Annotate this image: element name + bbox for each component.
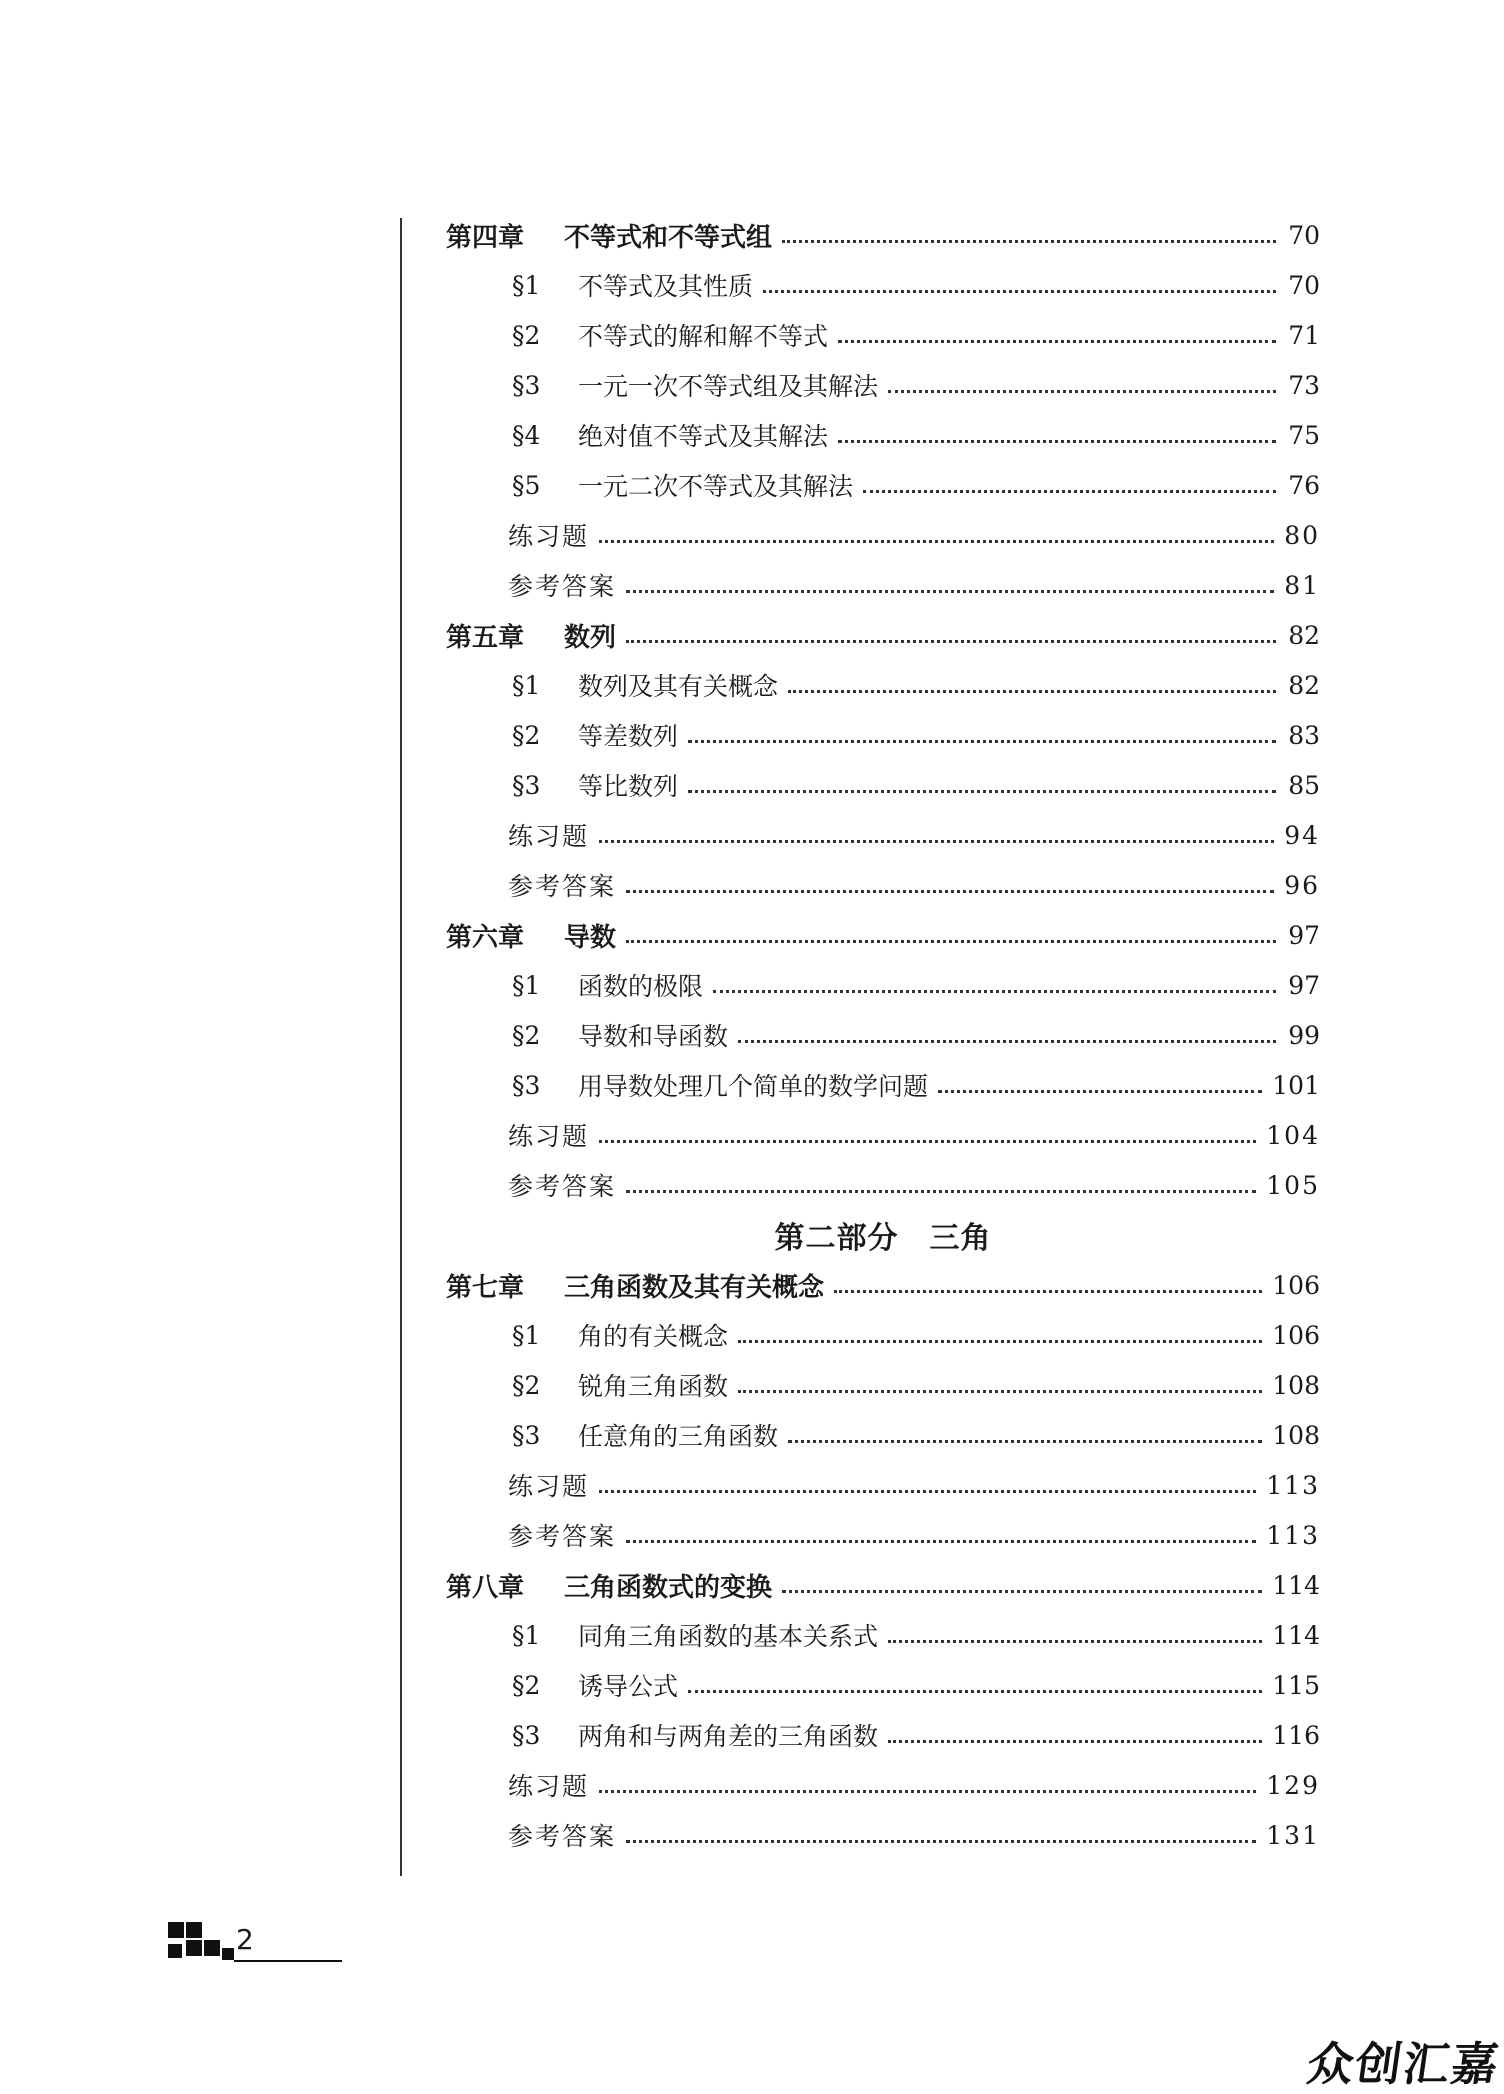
dot-leader [863, 490, 1276, 493]
toc-exercise-row[interactable] [446, 1160, 1320, 1210]
section-number: §1 [512, 970, 541, 1000]
toc-section-row[interactable] [446, 260, 1320, 310]
entry-title: 导数 [564, 922, 617, 953]
entry-title: 等比数列 [578, 772, 679, 801]
toc-chapter-row[interactable] [446, 610, 1320, 660]
entry-title: 一元二次不等式及其解法 [578, 472, 854, 501]
chapter-number: 第八章 [446, 1572, 525, 1603]
entry-page-number: 108 [1272, 1420, 1320, 1450]
entry-page-number: 85 [1288, 770, 1320, 800]
dot-leader [782, 240, 1276, 243]
part-heading: 第二部分 三角 [774, 1221, 992, 1256]
toc-section-row[interactable] [446, 460, 1320, 510]
toc-chapter-row[interactable] [446, 910, 1320, 960]
entry-page-number: 97 [1288, 920, 1320, 950]
toc-section-row[interactable] [446, 710, 1320, 760]
entry-page-number: 76 [1288, 470, 1320, 500]
dot-leader [888, 1740, 1262, 1743]
entry-title: 任意角的三角函数 [578, 1422, 779, 1451]
entry-page-number: 113 [1266, 1520, 1320, 1550]
margin-rule [400, 218, 402, 1876]
section-number: §3 [512, 1070, 541, 1100]
entry-title: 角的有关概念 [578, 1322, 729, 1351]
entry-title: 参考答案 [508, 872, 617, 901]
dot-leader [838, 340, 1276, 343]
chapter-number: 第七章 [446, 1272, 525, 1303]
section-number: §1 [512, 1320, 541, 1350]
toc-exercise-row[interactable] [446, 1460, 1320, 1510]
entry-page-number: 113 [1266, 1470, 1320, 1500]
entry-page-number: 114 [1272, 1620, 1320, 1650]
entry-page-number: 81 [1284, 570, 1320, 600]
footer-square-icon [168, 1922, 184, 1938]
section-number: §3 [512, 370, 541, 400]
toc-section-row[interactable] [446, 1310, 1320, 1360]
toc-section-row[interactable] [446, 660, 1320, 710]
dot-leader [626, 1190, 1256, 1193]
toc-exercise-row[interactable] [446, 1110, 1320, 1160]
section-number: §2 [512, 1370, 541, 1400]
toc-chapter-row[interactable] [446, 210, 1320, 260]
toc-exercise-row[interactable] [446, 510, 1320, 560]
toc-exercise-row[interactable] [446, 1810, 1320, 1860]
entry-title: 参考答案 [508, 1822, 617, 1851]
entry-page-number: 73 [1288, 370, 1320, 400]
dot-leader [788, 690, 1276, 693]
toc-section-row[interactable] [446, 960, 1320, 1010]
entry-title: 数列 [564, 622, 617, 653]
dot-leader [626, 1540, 1256, 1543]
dot-leader [626, 890, 1274, 893]
entry-page-number: 115 [1272, 1670, 1320, 1700]
entry-title: 参考答案 [508, 1172, 617, 1201]
entry-title: 一元一次不等式组及其解法 [578, 372, 879, 401]
entry-page-number: 106 [1272, 1270, 1320, 1300]
entry-page-number: 97 [1288, 970, 1320, 1000]
page-footer [168, 1922, 276, 1962]
entry-page-number: 106 [1272, 1320, 1320, 1350]
footer-square-icon [204, 1940, 220, 1956]
toc-section-row[interactable] [446, 360, 1320, 410]
section-number: §2 [512, 1020, 541, 1050]
dot-leader [688, 1690, 1262, 1693]
dot-leader [599, 1140, 1256, 1143]
entry-title: 导数和导函数 [578, 1022, 729, 1051]
entry-title: 数列及其有关概念 [578, 672, 779, 701]
dot-leader [888, 390, 1276, 393]
entry-title: 不等式及其性质 [578, 272, 754, 301]
entry-page-number: 94 [1284, 820, 1320, 850]
chapter-number: 第六章 [446, 922, 525, 953]
dot-leader [782, 1590, 1262, 1593]
footer-square-icon [222, 1948, 234, 1960]
section-number: §5 [512, 470, 541, 500]
toc-section-row[interactable] [446, 1710, 1320, 1760]
entry-title: 等差数列 [578, 722, 679, 751]
entry-page-number: 70 [1288, 220, 1320, 250]
entry-page-number: 82 [1288, 670, 1320, 700]
entry-page-number: 70 [1288, 270, 1320, 300]
dot-leader [738, 1390, 1262, 1393]
section-number: §2 [512, 320, 541, 350]
toc-section-row[interactable] [446, 1610, 1320, 1660]
toc-exercise-row[interactable] [446, 810, 1320, 860]
entry-page-number: 83 [1288, 720, 1320, 750]
entry-page-number: 71 [1288, 320, 1320, 350]
section-number: §1 [512, 270, 541, 300]
section-number: §3 [512, 1720, 541, 1750]
entry-page-number: 75 [1288, 420, 1320, 450]
entry-title: 练习题 [508, 522, 590, 551]
entry-title: 练习题 [508, 1472, 590, 1501]
entry-title: 三角函数及其有关概念 [564, 1272, 825, 1303]
section-number: §2 [512, 1670, 541, 1700]
entry-title: 锐角三角函数 [578, 1372, 729, 1401]
toc-chapter-row[interactable] [446, 1560, 1320, 1610]
entry-page-number: 108 [1272, 1370, 1320, 1400]
entry-title: 诱导公式 [578, 1672, 679, 1701]
dot-leader [888, 1640, 1262, 1643]
toc-section-row[interactable] [446, 1660, 1320, 1710]
chapter-number: 第五章 [446, 622, 525, 653]
dot-leader [738, 1340, 1262, 1343]
section-number: §1 [512, 1620, 541, 1650]
footer-rule [234, 1960, 342, 1962]
entry-title: 不等式和不等式组 [564, 222, 773, 253]
footer-square-icon [186, 1922, 202, 1938]
entry-title: 参考答案 [508, 1522, 617, 1551]
entry-page-number: 101 [1272, 1070, 1320, 1100]
toc-section-row[interactable] [446, 1360, 1320, 1410]
toc-section-row[interactable] [446, 1010, 1320, 1060]
toc-exercise-row[interactable] [446, 1510, 1320, 1560]
dot-leader [713, 990, 1276, 993]
dot-leader [599, 540, 1274, 543]
toc-chapter-row[interactable] [446, 1260, 1320, 1310]
watermark: 众创汇嘉 [1303, 2037, 1504, 2091]
toc-exercise-row[interactable] [446, 560, 1320, 610]
dot-leader [626, 1840, 1256, 1843]
section-number: §3 [512, 1420, 541, 1450]
dot-leader [788, 1440, 1262, 1443]
footer-square-icon [186, 1940, 202, 1956]
entry-title: 用导数处理几个简单的数学问题 [578, 1072, 929, 1101]
entry-page-number: 99 [1288, 1020, 1320, 1050]
entry-title: 练习题 [508, 822, 590, 851]
entry-title: 两角和与两角差的三角函数 [578, 1722, 879, 1751]
dot-leader [688, 740, 1276, 743]
toc-exercise-row[interactable] [446, 1760, 1320, 1810]
dot-leader [834, 1290, 1262, 1293]
dot-leader [738, 1040, 1276, 1043]
entry-page-number: 82 [1288, 620, 1320, 650]
toc-section-row[interactable] [446, 410, 1320, 460]
toc-exercise-row[interactable] [446, 860, 1320, 910]
dot-leader [626, 940, 1276, 943]
toc-section-row[interactable] [446, 760, 1320, 810]
dot-leader [763, 290, 1276, 293]
dot-leader [838, 440, 1276, 443]
entry-page-number: 129 [1266, 1770, 1320, 1800]
section-number: §3 [512, 770, 541, 800]
entry-page-number: 96 [1284, 870, 1320, 900]
dot-leader [599, 1790, 1256, 1793]
page-number: 2 [236, 1923, 254, 1956]
entry-page-number: 104 [1266, 1120, 1320, 1150]
dot-leader [938, 1090, 1262, 1093]
entry-title: 绝对值不等式及其解法 [578, 422, 829, 451]
entry-title: 练习题 [508, 1772, 590, 1801]
dot-leader [626, 640, 1276, 643]
chapter-number: 第四章 [446, 222, 525, 253]
footer-square-icon [168, 1944, 182, 1958]
dot-leader [688, 790, 1276, 793]
entry-title: 三角函数式的变换 [564, 1572, 773, 1603]
toc-section-row[interactable] [446, 1060, 1320, 1110]
dot-leader [626, 590, 1274, 593]
toc-section-row[interactable] [446, 310, 1320, 360]
entry-title: 同角三角函数的基本关系式 [578, 1622, 879, 1651]
entry-page-number: 80 [1284, 520, 1320, 550]
entry-title: 函数的极限 [578, 972, 704, 1001]
entry-page-number: 131 [1266, 1820, 1320, 1850]
toc-section-row[interactable] [446, 1410, 1320, 1460]
dot-leader [599, 1490, 1256, 1493]
entry-title: 参考答案 [508, 572, 617, 601]
entry-title: 不等式的解和解不等式 [578, 322, 829, 351]
entry-page-number: 114 [1272, 1570, 1320, 1600]
section-number: §2 [512, 720, 541, 750]
entry-title: 练习题 [508, 1122, 590, 1151]
entry-page-number: 105 [1266, 1170, 1320, 1200]
dot-leader [599, 840, 1274, 843]
section-number: §4 [512, 420, 541, 450]
table-of-contents [446, 210, 1320, 1860]
entry-page-number: 116 [1272, 1720, 1320, 1750]
section-number: §1 [512, 670, 541, 700]
